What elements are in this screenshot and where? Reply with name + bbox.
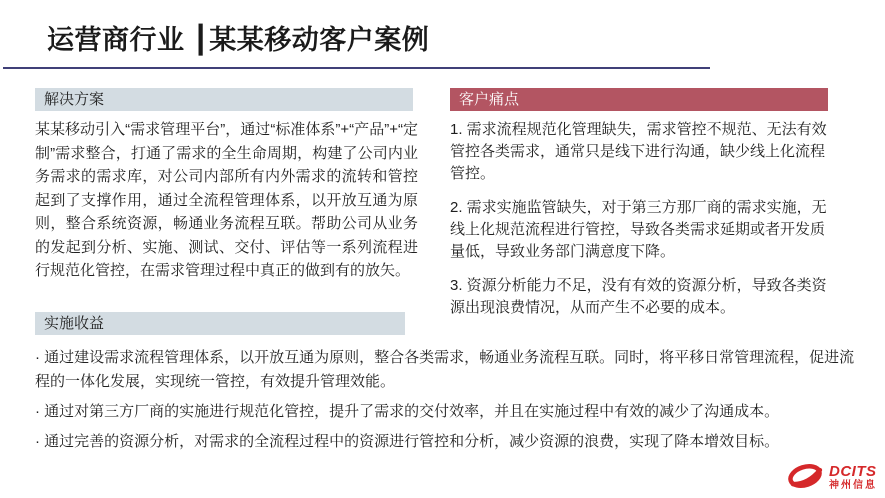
dcits-swoosh-icon (785, 461, 825, 491)
benefits-header-bar (35, 312, 405, 335)
title-underline (3, 67, 710, 69)
dcits-logo (785, 461, 877, 491)
logo-brand: DCITS (829, 463, 877, 480)
pain-point-item: 2. 需求实施监管缺失，对于第三方那厂商的需求实施，无线上化规范流程进行管控，导致各类需求延期或者开发质量低，导致业务部门满意度下降。 (450, 199, 827, 260)
pain-point-item: 3. 资源分析能力不足，没有有效的资源分析，导致各类资源出现浪费情况，从而产生不必要的成本。 (450, 277, 827, 316)
benefit-item: · 通过完善的资源分析，对需求的全流程过程中的资源进行管控和分析，减少资源的浪费，实现了降本增效目标。 (35, 433, 780, 450)
logo-company: 神州信息 (829, 480, 877, 491)
benefit-item: · 通过对第三方厂商的实施进行规范化管控，提升了需求的交付效率，并且在实施过程中有效的减少了沟通成本。 (35, 403, 780, 420)
pain-points-header-bar (450, 88, 828, 111)
benefit-item: · 通过建设需求流程管理体系，以开放互通为原则，整合各类需求，畅通业务流程互联。同时，将平移日常管理流程，促进流程的一体化发展，实现统一管控，有效提升管理效能。 (35, 349, 855, 390)
pain-points-section (450, 88, 828, 331)
solution-header-bar (35, 88, 413, 111)
solution-section (35, 88, 418, 283)
benefits-section (35, 312, 863, 460)
page-title: 运营商行业 ┃某某移动客户案例 (47, 25, 430, 55)
solution-header-label: 解决方案 (44, 91, 105, 108)
benefits-header-label: 实施收益 (44, 315, 105, 332)
pain-point-item: 1. 需求流程规范化管理缺失，需求管控不规范、无法有效管控各类需求，通常只是线下进行沟通，缺少线上化流程管控。 (450, 121, 827, 182)
pain-points-header-label: 客户痛点 (459, 91, 520, 108)
logo-text (829, 461, 877, 491)
solution-body: 某某移动引入“需求管理平台”，通过“标准体系”+“产品”+“定制”需求整合，打通了需求的全生命周期，构建了公司内业务需求的需求库，对公司内部所有内外需求的流转和管控起到了支撑作用，通过全流程管理体系，以开放互通为原则，整合系统资源，畅通业务流程互联。帮助公司从业务的发起到分析、实施、测试、交付、评估等一系列流程进行规范化管控，在需求管理过程中真正的做到有的放矢。 (35, 121, 418, 279)
